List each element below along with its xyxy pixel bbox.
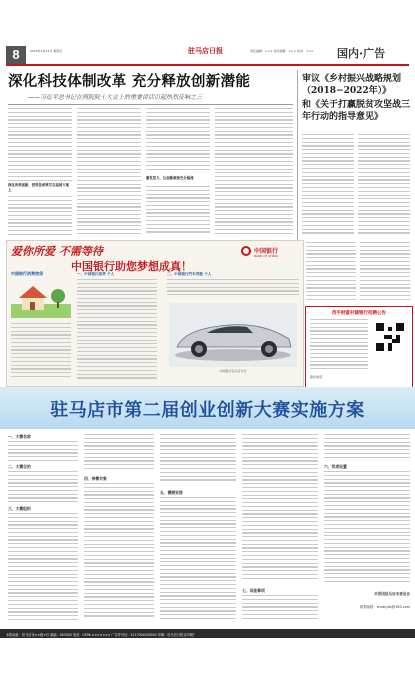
article-column-2 — [77, 108, 141, 238]
footer-text: 本报地址：驻马店市××路×号 邮编：463000 电话：0396-××××××× 广告许可证：4117004000002 印刷：驻马店日报社印刷厂 — [6, 632, 197, 637]
bank-name: 中国银行 — [254, 248, 279, 255]
contest-heading-7: 七、其他事项 — [242, 588, 265, 593]
top-story-headline: 深化科技体制改革 充分释放创新潜能 — [8, 74, 251, 90]
contest-banner-title: 驻马店市第二届创业创新大赛实施方案 — [50, 400, 365, 421]
contest-column-2b — [84, 483, 154, 623]
contest-column-1b — [8, 471, 78, 505]
section-title: 国内·广告 — [337, 47, 386, 60]
article-column-4 — [215, 108, 293, 238]
contest-heading-2: 二、大赛目的 — [8, 464, 31, 469]
auto-loan-section-title: 二、中国银行汽车贷款 个人 — [167, 272, 212, 276]
column-divider — [297, 70, 298, 240]
consumer-credit-illustration — [11, 271, 71, 319]
article-subhead-1: 深化改革创新，把科技成果写在祖国大地上 — [8, 183, 70, 192]
contest-email[interactable]: zmdcyds@163.com — [376, 605, 410, 609]
contest-column-2 — [84, 434, 154, 474]
mortgage-section-title: 一、中国银行房贷 个人 — [77, 272, 115, 276]
notice-block-2 — [360, 242, 410, 302]
contest-column-3b — [160, 497, 236, 623]
contest-column-3 — [160, 434, 236, 486]
car-caption: 中国银行驻马店分行 — [219, 369, 247, 373]
sports-car-icon — [169, 303, 297, 367]
article-column-1b — [8, 196, 72, 238]
contest-heading-6: 六、奖项设置 — [324, 464, 347, 469]
mortgage-section-text — [77, 279, 157, 383]
header-rule — [6, 64, 409, 66]
qr-code-icon — [376, 323, 404, 351]
contest-column-4b — [242, 595, 318, 623]
contest-column-5a — [324, 434, 410, 462]
bank-name-en: BANK OF CHINA — [254, 254, 278, 258]
contest-banner — [0, 387, 415, 429]
footer-bar — [0, 629, 415, 638]
right-story-headline-1: 审议《乡村振兴战略规划（2018−2022年）》 — [302, 74, 402, 96]
bank-logo — [239, 243, 299, 265]
article-column-1 — [8, 108, 72, 182]
headline-rule — [8, 104, 293, 105]
side-ad — [305, 306, 413, 388]
bank-logo-icon — [241, 246, 251, 256]
top-story-subheadline: ——习近平总书记在两院院士大会上的重要讲话引起热烈反响之三 — [28, 94, 203, 101]
editor-line: 责任编辑：××× 美术编辑：××× 校对：××× — [250, 49, 314, 53]
contest-column-4 — [242, 434, 318, 584]
contest-heading-3: 三、大赛组织 — [8, 506, 31, 511]
contest-heading-4: 四、参赛对象 — [84, 476, 107, 481]
contest-column-1c — [8, 513, 78, 623]
contest-column-5 — [324, 471, 410, 585]
contest-heading-5: 五、赛制安排 — [160, 490, 183, 495]
right-story-column-2 — [358, 134, 410, 238]
bank-ad — [6, 240, 304, 387]
contest-email-line — [324, 604, 410, 609]
auto-loan-section-text — [167, 279, 299, 299]
consumer-credit-caption: 中国银行消费信贷 — [11, 271, 43, 276]
bank-ad-text-left — [11, 323, 71, 381]
page-header — [0, 0, 415, 70]
article-column-3b — [146, 186, 210, 238]
side-ad-text — [310, 319, 368, 371]
notice-block-1 — [306, 242, 356, 302]
contest-email-label: 联系邮箱： — [359, 605, 377, 609]
contest-contact-org: 共青团驻马店市委员会 — [374, 592, 410, 596]
side-ad-phone-label: 联系电话： — [310, 375, 326, 379]
article-subhead-2: 激发活力，让创新源泉充分涌流 — [146, 176, 194, 180]
date-line: 2018年9月23日 星期日 — [30, 49, 63, 53]
page-number: 8 — [6, 46, 26, 64]
bank-ad-title: 中国银行助您梦想成真！ — [71, 260, 192, 273]
article-column-3 — [146, 108, 210, 174]
masthead: 驻马店日报 — [188, 46, 223, 55]
bank-ad-slogan: 爱你所爱 不需等待 — [11, 245, 103, 258]
contest-heading-1: 一、大赛名称 — [8, 434, 31, 439]
house-illustration-icon — [11, 278, 71, 318]
contest-column-1a — [8, 441, 78, 463]
side-ad-title: 西平财富村镇银行招聘公告 — [332, 311, 386, 316]
right-story-column-1 — [302, 134, 354, 238]
right-story-headline-2: 和《关于打赢脱贫攻坚战三年行动的指导意见》 — [302, 100, 411, 122]
